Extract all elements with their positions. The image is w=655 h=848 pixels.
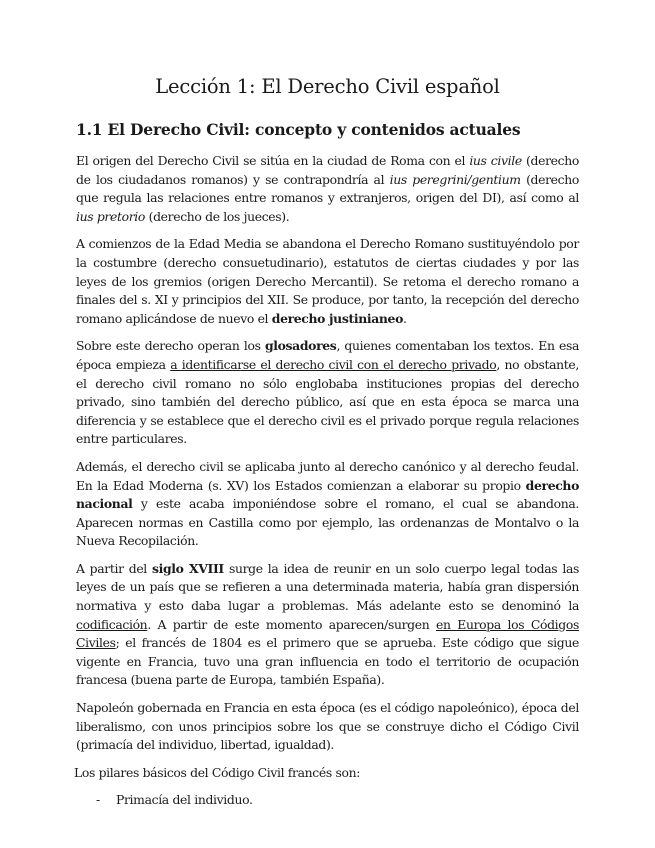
paragraph xyxy=(76,337,579,449)
text-run: y este acaba imponiéndose sobre el romano, el cual se abandona. Aparecen normas en Castilla como por ejemplo, las ordenanzas de Montalvo o la Nueva Recopilación. xyxy=(76,496,579,549)
text-run: A comienzos de la Edad Media se abandona el Derecho Romano sustituyéndolo por la costumbre (derecho consuetudinario), estatutos de ciertas ciudades y por las leyes de los gremios (origen Derecho Mercantil). Se retoma el derecho romano a finales del s. XI y principios del XII. Se produce, por tanto, la recepción del derecho romano aplicándose de nuevo el xyxy=(76,236,579,326)
paragraph xyxy=(76,699,579,755)
text-run: . A partir de este momento aparecen/surgen xyxy=(147,616,436,632)
underlined-phrase: en Europa los Códigos Civiles xyxy=(76,616,579,651)
bold-term: glosadores xyxy=(264,338,337,354)
pillars-list xyxy=(76,791,579,810)
text-run: , quienes comentaban los textos. En esa época empieza xyxy=(76,338,579,372)
text-run: Además, el derecho civil se aplicaba junto al derecho canónico y al derecho feudal. En la Edad Moderna (s. XV) los Estados comienzan a elaborar su propio xyxy=(76,458,579,493)
body-text xyxy=(76,152,579,755)
text-run: El origen del Derecho Civil se sitúa en la ciudad de Roma con el xyxy=(76,153,470,168)
list-item xyxy=(76,791,579,810)
list-item-text: Primacía del individuo. xyxy=(116,792,253,808)
text-run: ; el francés de 1804 es el primero que se aprueba. Este código que sigue vigente en Francia, tuvo una gran influencia en todo el territorio de ocupación francesa (buena parte de Europa, también España). xyxy=(76,635,579,688)
bold-term: derecho nacional xyxy=(76,477,579,512)
paragraph xyxy=(76,458,579,551)
text-run: Napoleón gobernada en Francia en esta época (es el código napoleónico), época del liberalismo, con unos principios sobre los que se construye dicho el Código Civil (primacía del individuo, libertad, igualdad). xyxy=(76,700,579,753)
text-run: (derecho que regula las relaciones entre romanos y extranjeros, origen del DI), así como al xyxy=(76,171,579,206)
lesson-title: Lección 1: El Derecho Civil español xyxy=(155,75,500,98)
text-run: A partir del xyxy=(76,560,152,576)
text-run: (derecho de los ciudadanos romanos) y se contrapondría al xyxy=(76,153,579,187)
section-heading: 1.1 El Derecho Civil: concepto y contenidos actuales xyxy=(76,120,521,139)
bold-term: siglo XVIII xyxy=(152,560,224,576)
document-page xyxy=(76,72,579,810)
text-run: . xyxy=(403,310,407,326)
italic-term: ius civile xyxy=(469,153,522,168)
list-intro: Los pilares básicos del Código Civil francés son: xyxy=(74,764,361,780)
paragraph xyxy=(76,560,579,690)
paragraph xyxy=(76,235,579,328)
italic-term: ius pretorio xyxy=(76,208,146,224)
dash-bullet-icon: - xyxy=(96,792,100,808)
italic-term: ius peregrini/gentium xyxy=(389,171,521,187)
paragraph xyxy=(76,152,579,226)
underlined-phrase: codificación xyxy=(76,616,148,632)
text-run: , no obstante, el derecho civil romano no sólo englobaba instituciones propias del derecho privado, sino también del derecho público, así que en esta época se marca una diferencia y se establece que el derecho civil es el privado porque regula relaciones entre particulares. xyxy=(76,356,579,447)
text-run: surge la idea de reunir en un solo cuerpo legal todas las leyes de un país que se refieren a una determinada materia, había gran dispersión normativa y esto daba lugar a problemas. Más adelante esto se denominó la xyxy=(76,560,579,614)
text-run: (derecho de los jueces). xyxy=(145,208,290,224)
bold-term: derecho justinianeo xyxy=(271,310,403,326)
text-run: Sobre este derecho operan los xyxy=(76,338,265,354)
underlined-phrase: a identificarse el derecho civil con el derecho privado xyxy=(170,356,497,372)
